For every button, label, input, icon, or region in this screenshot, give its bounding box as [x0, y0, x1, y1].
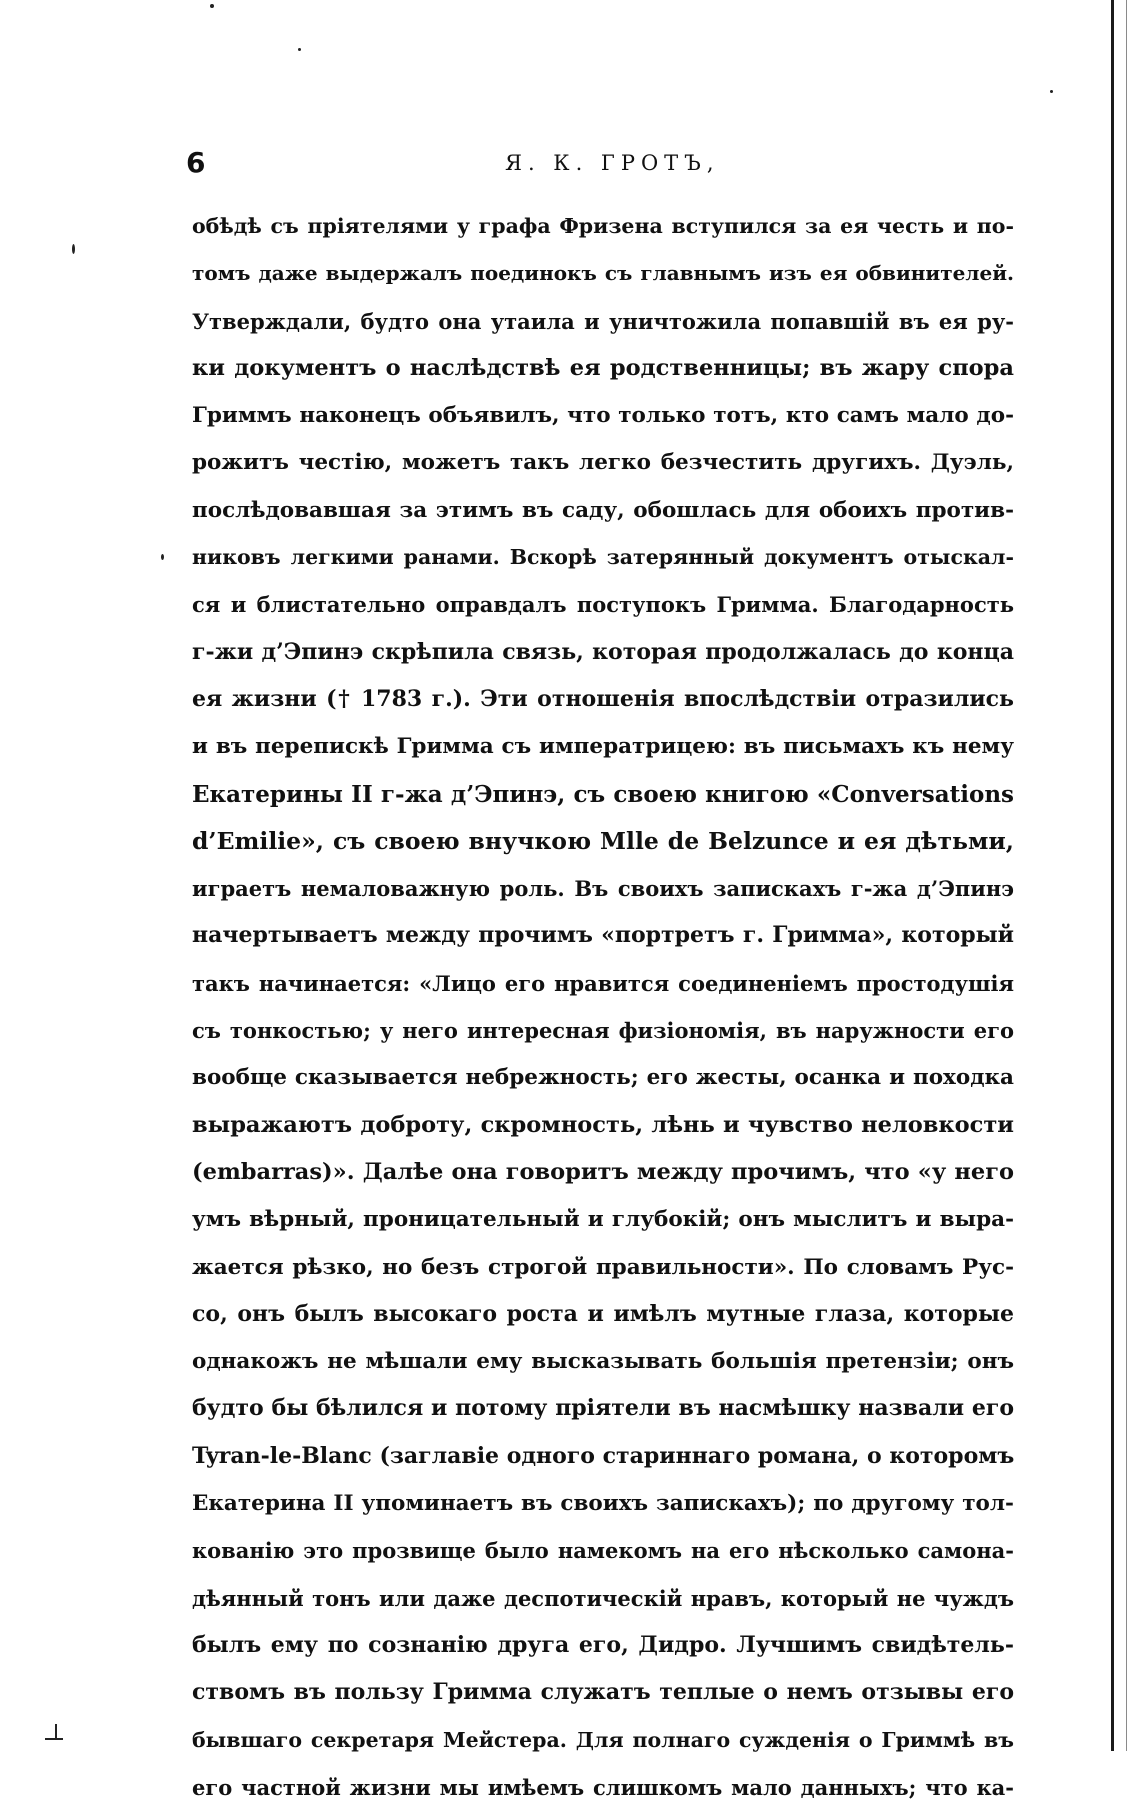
text-line: бывшаго секретаря Мейстера. Для полнаго сужденія о Гриммѣ въ: [192, 1727, 1014, 1752]
text-line: кованію это прозвище было намекомъ на его нѣсколько самона-: [192, 1538, 1014, 1564]
text-line: Tyran-le-Blanc (заглавіе одного стариннаго романа, о которомъ: [192, 1442, 1014, 1469]
text-line: Екатерина II упоминаетъ въ своихъ запискахъ); по другому тол-: [192, 1491, 1014, 1517]
scan-corner-mark: [55, 1724, 57, 1738]
page-number: 6: [186, 146, 206, 179]
text-line: былъ ему по сознанію друга его, Дидро. Лучшимъ свидѣтель-: [192, 1631, 1014, 1658]
text-line: ствомъ въ пользу Гримма служатъ теплые о немъ отзывы его: [192, 1679, 1014, 1706]
text-line: Утверждали, будто она утаила и уничтожила попавшій въ ея ру-: [192, 308, 1014, 334]
text-line: его частной жизни мы имѣемъ слишкомъ мало данныхъ; что ка-: [192, 1774, 1014, 1800]
text-line: жается рѣзко, но безъ строгой правильности». По словамъ Рус-: [192, 1254, 1014, 1280]
scan-edge-rule-secondary: [1126, 0, 1127, 1751]
scan-speck: [298, 48, 301, 51]
text-line: выражаютъ доброту, скромность, лѣнь и чувство неловкости: [192, 1111, 1014, 1138]
text-line: Екатерины II г-жа д’Эпинэ, съ своею книгою «Conversations: [192, 780, 1014, 808]
text-line: обѣдѣ съ пріятелями у графа Фризена вступился за ея честь и по-: [192, 214, 1014, 238]
scan-speck: [1050, 90, 1053, 93]
scan-edge-rule: [1111, 0, 1114, 1751]
text-line: (embarras)». Далѣе она говоритъ между прочимъ, что «у него: [192, 1158, 1014, 1185]
text-line: томъ даже выдержалъ поединокъ съ главнымъ изъ ея обвинителей.: [192, 261, 1014, 286]
text-line: со, онъ былъ высокаго роста и имѣлъ мутные глаза, которые: [192, 1300, 1014, 1327]
text-line: г-жи д’Эпинэ скрѣпила связь, которая продолжалась до конца: [192, 638, 1014, 665]
scan-speck: [210, 4, 214, 8]
text-line: начертываетъ между прочимъ «портретъ г. Гримма», который: [192, 922, 1014, 949]
text-line: послѣдовавшая за этимъ въ саду, обошлась для обоихъ против-: [192, 497, 1014, 523]
scan-speck: [161, 554, 164, 560]
scan-corner-mark: [45, 1738, 63, 1740]
text-line: играетъ немаловажную роль. Въ своихъ запискахъ г-жа д’Эпинэ: [192, 876, 1014, 902]
text-line: d’Emilie», съ своею внучкою Mlle de Belzunce и ея дѣтьми,: [192, 826, 1014, 855]
text-line: и въ перепискѣ Гримма съ императрицею: въ письмахъ къ нему: [192, 734, 1014, 760]
text-line: ки документъ о наслѣдствѣ ея родственницы; въ жару спора: [192, 354, 1014, 381]
text-line: будто бы бѣлился и потому пріятели въ насмѣшку назвали его: [192, 1395, 1014, 1422]
text-line: съ тонкостью; у него интересная физіономія, въ наружности его: [192, 1018, 1014, 1044]
text-line: дѣянный тонъ или даже деспотическій нравъ, который не чуждъ: [192, 1585, 1014, 1611]
text-line: Гриммъ наконецъ объявилъ, что только тотъ, кто самъ мало до-: [192, 403, 1014, 429]
running-title: Я. К. ГРОТЪ,: [505, 151, 720, 175]
text-line: однакожъ не мѣшали ему высказывать большія претензіи; онъ: [192, 1349, 1014, 1375]
text-line: ея жизни († 1783 г.). Эти отношенія впослѣдствіи отразились: [192, 685, 1014, 712]
text-line: вообще сказывается небрежность; его жесты, осанка и походка: [192, 1065, 1014, 1091]
text-line: умъ вѣрный, проницательный и глубокій; онъ мыслитъ и выра-: [192, 1207, 1014, 1233]
text-line: рожитъ честію, можетъ такъ легко безчестить другихъ. Дуэль,: [192, 450, 1014, 476]
body-text: [192, 203, 1014, 1811]
text-line: никовъ легкими ранами. Вскорѣ затерянный документъ отыскал-: [192, 545, 1014, 570]
text-line: ся и блистательно оправдалъ поступокъ Гримма. Благодарность: [192, 592, 1014, 618]
scan-speck: [72, 244, 75, 254]
text-line: такъ начинается: «Лицо его нравится соединеніемъ простодушія: [192, 970, 1014, 996]
